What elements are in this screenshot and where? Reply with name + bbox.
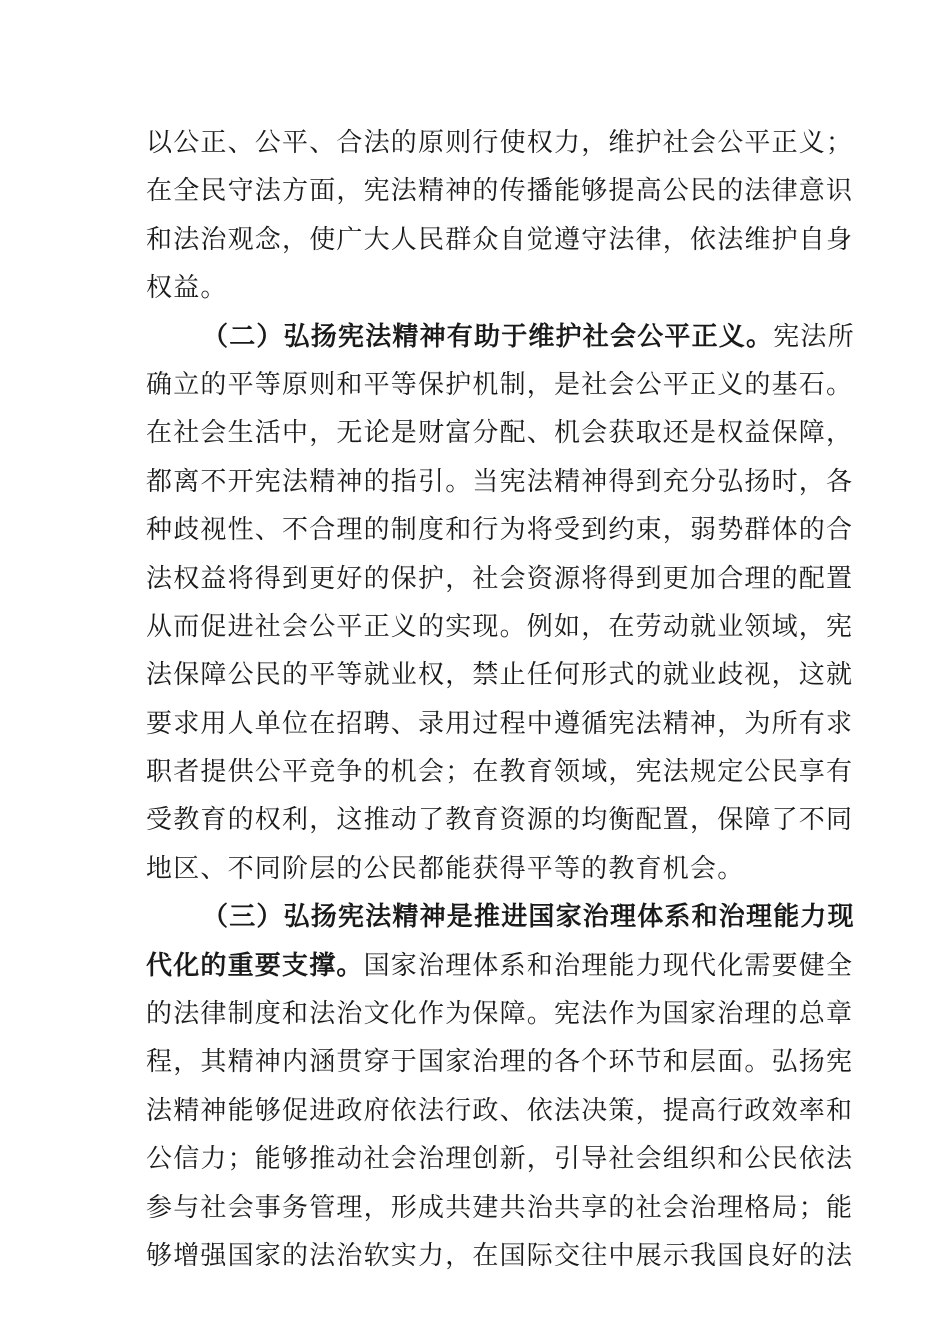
paragraph-line: 地区、不同阶层的公民都能获得平等的教育机会。 (146, 853, 745, 884)
section-3-text: 国家治理体系和治理能力现代化需要健全 (363, 950, 854, 981)
paragraph-line: 的法律制度和法治文化作为保障。宪法作为国家治理的总章 (146, 999, 854, 1030)
paragraph-line: 从而促进社会公平正义的实现。例如，在劳动就业领域，宪 (146, 611, 854, 642)
paragraph-line: 法精神能够促进政府依法行政、依法决策，提高行政效率和 (146, 1095, 854, 1126)
section-3-heading: （三）弘扬宪法精神是推进国家治理体系和治理能力现 (202, 902, 855, 933)
paragraph-line: 法权益将得到更好的保护，社会资源将得到更加合理的配置 (146, 563, 854, 594)
paragraph-line: 和法治观念，使广大人民群众自觉遵守法律，依法维护自身 (146, 224, 854, 255)
paragraph-line: 公信力；能够推动社会治理创新，引导社会组织和公民依法 (146, 1144, 854, 1175)
section-2-first-line (146, 313, 855, 361)
section-2-text: 宪法所 (773, 321, 855, 352)
paragraph-line: 确立的平等原则和平等保护机制，是社会公平正义的基石。 (146, 369, 854, 400)
paragraph-line: 参与社会事务管理，形成共建共治共享的社会治理格局；能 (146, 1192, 854, 1223)
paragraph-line: 都离不开宪法精神的指引。当宪法精神得到充分弘扬时，各 (146, 466, 854, 497)
paragraph-line: 职者提供公平竞争的机会；在教育领域，宪法规定公民享有 (146, 757, 854, 788)
paragraph-line: 程，其精神内涵贯穿于国家治理的各个环节和层面。弘扬宪 (146, 1047, 854, 1078)
paragraph-line: 在全民守法方面，宪法精神的传播能够提高公民的法律意识 (146, 176, 854, 207)
section-2-heading: （二）弘扬宪法精神有助于维护社会公平正义。 (202, 321, 774, 352)
paragraph-line: 受教育的权利，这推动了教育资源的均衡配置，保障了不同 (146, 805, 854, 836)
paragraph-line: 要求用人单位在招聘、录用过程中遵循宪法精神，为所有求 (146, 708, 854, 739)
paragraph-line: 权益。 (146, 273, 228, 304)
section-3-second-line (146, 942, 854, 990)
paragraph-line: 法保障公民的平等就业权，禁止任何形式的就业歧视，这就 (146, 660, 854, 691)
paragraph-line: 种歧视性、不合理的制度和行为将受到约束，弱势群体的合 (146, 515, 854, 546)
paragraph-line: 以公正、公平、合法的原则行使权力，维护社会公平正义； (146, 128, 854, 158)
body-text (146, 119, 855, 1280)
section-3-heading-end: 代化的重要支撑。 (146, 950, 364, 981)
paragraph-line: 够增强国家的法治软实力，在国际交往中展示我国良好的法 (146, 1240, 854, 1271)
paragraph-line: 在社会生活中，无论是财富分配、机会获取还是权益保障， (146, 418, 854, 449)
